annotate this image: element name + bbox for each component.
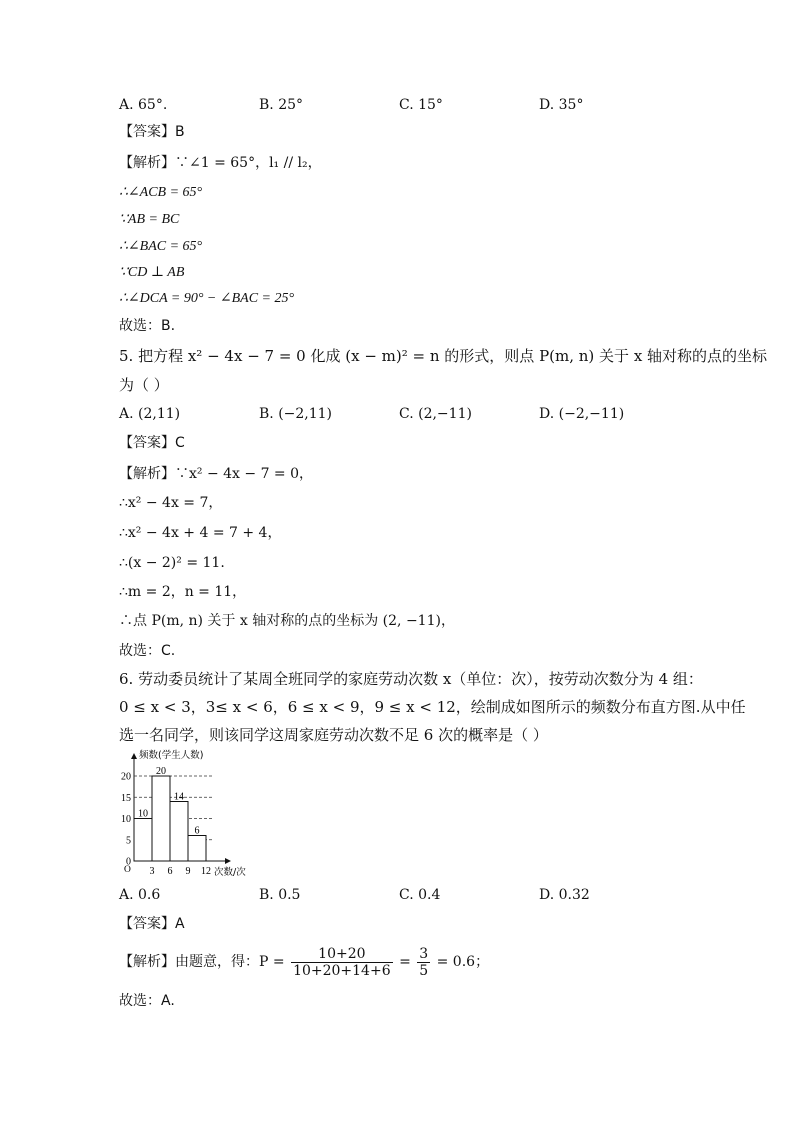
q5-conclusion: 故选：C. (119, 643, 176, 659)
q5-option-d: D. (−2,−11) (539, 406, 625, 422)
y-tick-label: 10 (121, 814, 131, 825)
fraction-denominator: 5 (419, 962, 429, 979)
q6-stem: 6. 劳动委员统计了某周全班同学的家庭劳动次数 x（单位：次），按劳动次数分为 4 组： (119, 670, 703, 688)
q5-option-a: A. (2,11) (119, 406, 181, 422)
q6-option-b: B. 0.5 (259, 887, 301, 903)
y-tick-label: 20 (121, 771, 131, 783)
q5-analysis-line: 【解析】∵x² − 4x − 7 = 0， (119, 466, 314, 482)
origin-label: O (124, 865, 131, 875)
q4-analysis-line: ∴∠DCA = 90° − ∠BAC = 25° (119, 291, 295, 306)
bar-value-label: 10 (138, 808, 148, 820)
q6-stem: 0 ≤ x < 3，3≤ x < 6，6 ≤ x < 9，9 ≤ x < 12，绘制成如图所示的频数分布直方图.从中任 (119, 698, 746, 716)
q6-option-a: A. 0.6 (119, 887, 161, 903)
q5-analysis-line: ∴(x − 2)² = 11. (119, 555, 225, 571)
fraction-numerator: 10+20 (291, 946, 393, 963)
bar-value-label: 14 (174, 791, 184, 803)
x-tick-label: 3 (149, 866, 155, 877)
simplified-fraction (417, 946, 430, 979)
x-tick-label: 12 (201, 866, 211, 877)
q5-analysis-line: ∴m = 2，n = 11， (119, 584, 247, 600)
x-axis-label: 次数/次 (214, 867, 246, 878)
q5-analysis-line: ∴x² − 4x = 7， (119, 495, 223, 511)
q6-answer: 【答案】A (119, 916, 185, 932)
q5-option-b: B. (−2,11) (259, 406, 333, 422)
x-tick-label: 6 (167, 866, 173, 877)
q5-answer: 【答案】C (119, 435, 185, 451)
q4-analysis-line: 【解析】∵∠1 = 65°，l₁ // l₂， (119, 155, 322, 171)
q4-option-d: D. 35° (539, 97, 584, 113)
bar-value-label: 20 (156, 766, 166, 777)
q5-analysis-line: ∴x² − 4x + 4 = 7 + 4， (119, 525, 282, 541)
fraction-numerator: 3 (419, 945, 429, 962)
q6-stem: 选一名同学，则该同学这周家庭劳动次数不足 6 次的概率是（ ） (119, 726, 548, 744)
y-tick-label: 0 (126, 856, 131, 868)
histogram-bar (152, 776, 170, 861)
q6-option-d: D. 0.32 (539, 887, 590, 903)
q4-analysis-line: ∴∠ACB = 65° (119, 185, 203, 200)
y-tick-label: 15 (121, 792, 131, 804)
q6-analysis (119, 942, 489, 982)
q5-stem: 5. 把方程 x² − 4x − 7 = 0 化成 (x − m)² = n 的形式，则点 P(m, n) 关于 x 轴对称的点的坐标 (119, 347, 768, 365)
q6-analysis-prefix: 【解析】由题意，得：P = (119, 954, 285, 970)
q6-conclusion: 故选：A. (119, 993, 175, 1009)
q5-analysis-line: ∴点 P(m, n) 关于 x 轴对称的点的坐标为 (2, −11)， (119, 613, 455, 629)
q4-conclusion: 故选：B. (119, 318, 176, 334)
x-tick-label: 9 (185, 866, 191, 877)
y-tick-label: 5 (126, 835, 131, 847)
q5-option-c: C. (2,−11) (399, 406, 472, 422)
probability-fraction (291, 946, 393, 979)
q4-analysis-line: ∴∠BAC = 65° (119, 239, 203, 254)
equals-sign: = (399, 954, 411, 970)
frequency-histogram (112, 748, 262, 883)
q6-option-c: C. 0.4 (399, 887, 441, 903)
bar-value-label: 6 (194, 825, 200, 837)
q4-analysis-line: ∵AB = BC (119, 212, 180, 227)
q4-option-b: B. 25° (259, 97, 304, 113)
histogram-bar (170, 802, 188, 862)
fraction-denominator: 10+20+14+6 (293, 962, 391, 979)
y-axis-label: 频数(学生人数) (139, 750, 204, 761)
q4-answer: 【答案】B (119, 124, 185, 140)
histogram-bar (134, 819, 152, 862)
q4-option-a: A. 65°. (119, 97, 168, 113)
q4-analysis-line: ∵CD ⊥ AB (119, 265, 185, 280)
q4-option-c: C. 15° (399, 97, 443, 113)
histogram-bar (188, 836, 206, 862)
q6-analysis-suffix: = 0.6； (436, 954, 490, 970)
q5-stem: 为（ ） (119, 376, 169, 394)
